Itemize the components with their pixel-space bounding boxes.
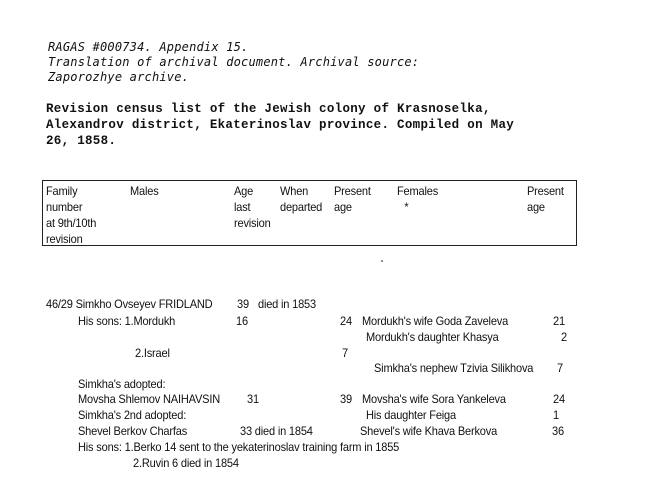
khasya-name: Mordukh's daughter Khasya (366, 330, 499, 344)
table-header-box (42, 180, 577, 246)
ruvin-line: 2.Ruvin 6 died in 1854 (133, 456, 239, 470)
females-mark: * (404, 200, 409, 214)
movsha-age: 31 (247, 392, 259, 406)
archive-reference: RAGAS #000734. Appendix 15. (48, 40, 249, 54)
document-title-line-1: Revision census list of the Jewish colony of Krasnoselka, (46, 102, 491, 116)
tzivia-name: Simkha's nephew Tzivia Silikhova (374, 361, 534, 375)
scan-speck (381, 260, 383, 262)
feiga-name: His daughter Feiga (366, 408, 456, 422)
archival-source: Zaporozhye archive. (48, 70, 190, 84)
khasya-age: 2 (561, 330, 567, 344)
tzivia-age: 7 (557, 361, 563, 375)
col-family-number: Family number at 9th/10th revision (46, 184, 97, 246)
sons-label: His sons: 1.Mordukh (78, 314, 176, 328)
col-age-last-revision: Age last revision (234, 184, 271, 230)
khava-age: 36 (552, 424, 564, 438)
khava-name: Shevel's wife Khava Berkova (360, 424, 498, 438)
mordukh-present-age: 24 (340, 314, 352, 328)
shevel-age-departed: 33 died in 1854 (240, 424, 313, 438)
movsha-present-age: 39 (340, 392, 352, 406)
israel-name: 2.Israel (135, 346, 170, 360)
document-title-line-2: Alexandrov district, Ekaterinoslav province. Compiled on May (46, 118, 515, 132)
mordukh-age: 16 (236, 314, 248, 328)
goda-age: 21 (553, 314, 565, 328)
family-head: 46/29 Simkho Ovseyev FRIDLAND (46, 297, 213, 311)
sora-age: 24 (553, 392, 565, 406)
movsha-name: Movsha Shlemov NAIHAVSIN (78, 392, 221, 406)
shevel-name: Shevel Berkov Charfas (78, 424, 188, 438)
col-when-departed: When departed (280, 184, 323, 214)
adopted2-label: Simkha's 2nd adopted: (78, 408, 187, 422)
document-title-line-3: 26, 1858. (46, 134, 117, 148)
family-head-departed: died in 1853 (258, 297, 316, 311)
sons2-line: His sons: 1.Berko 14 sent to the yekaterinoslav training farm in 1855 (78, 440, 400, 454)
feiga-age: 1 (553, 408, 559, 422)
col-present-age: Present age (334, 184, 371, 214)
adopted-label: Simkha's adopted: (78, 377, 166, 391)
sora-name: Movsha's wife Sora Yankeleva (362, 392, 506, 406)
col-females: Females * (397, 184, 439, 214)
israel-present-age: 7 (342, 346, 348, 360)
col-present-age-females: Present age (527, 184, 564, 214)
goda-name: Mordukh's wife Goda Zaveleva (362, 314, 509, 328)
col-males: Males (130, 184, 159, 198)
translation-note: Translation of archival document. Archival source: (48, 55, 420, 69)
family-head-age: 39 (237, 297, 249, 311)
